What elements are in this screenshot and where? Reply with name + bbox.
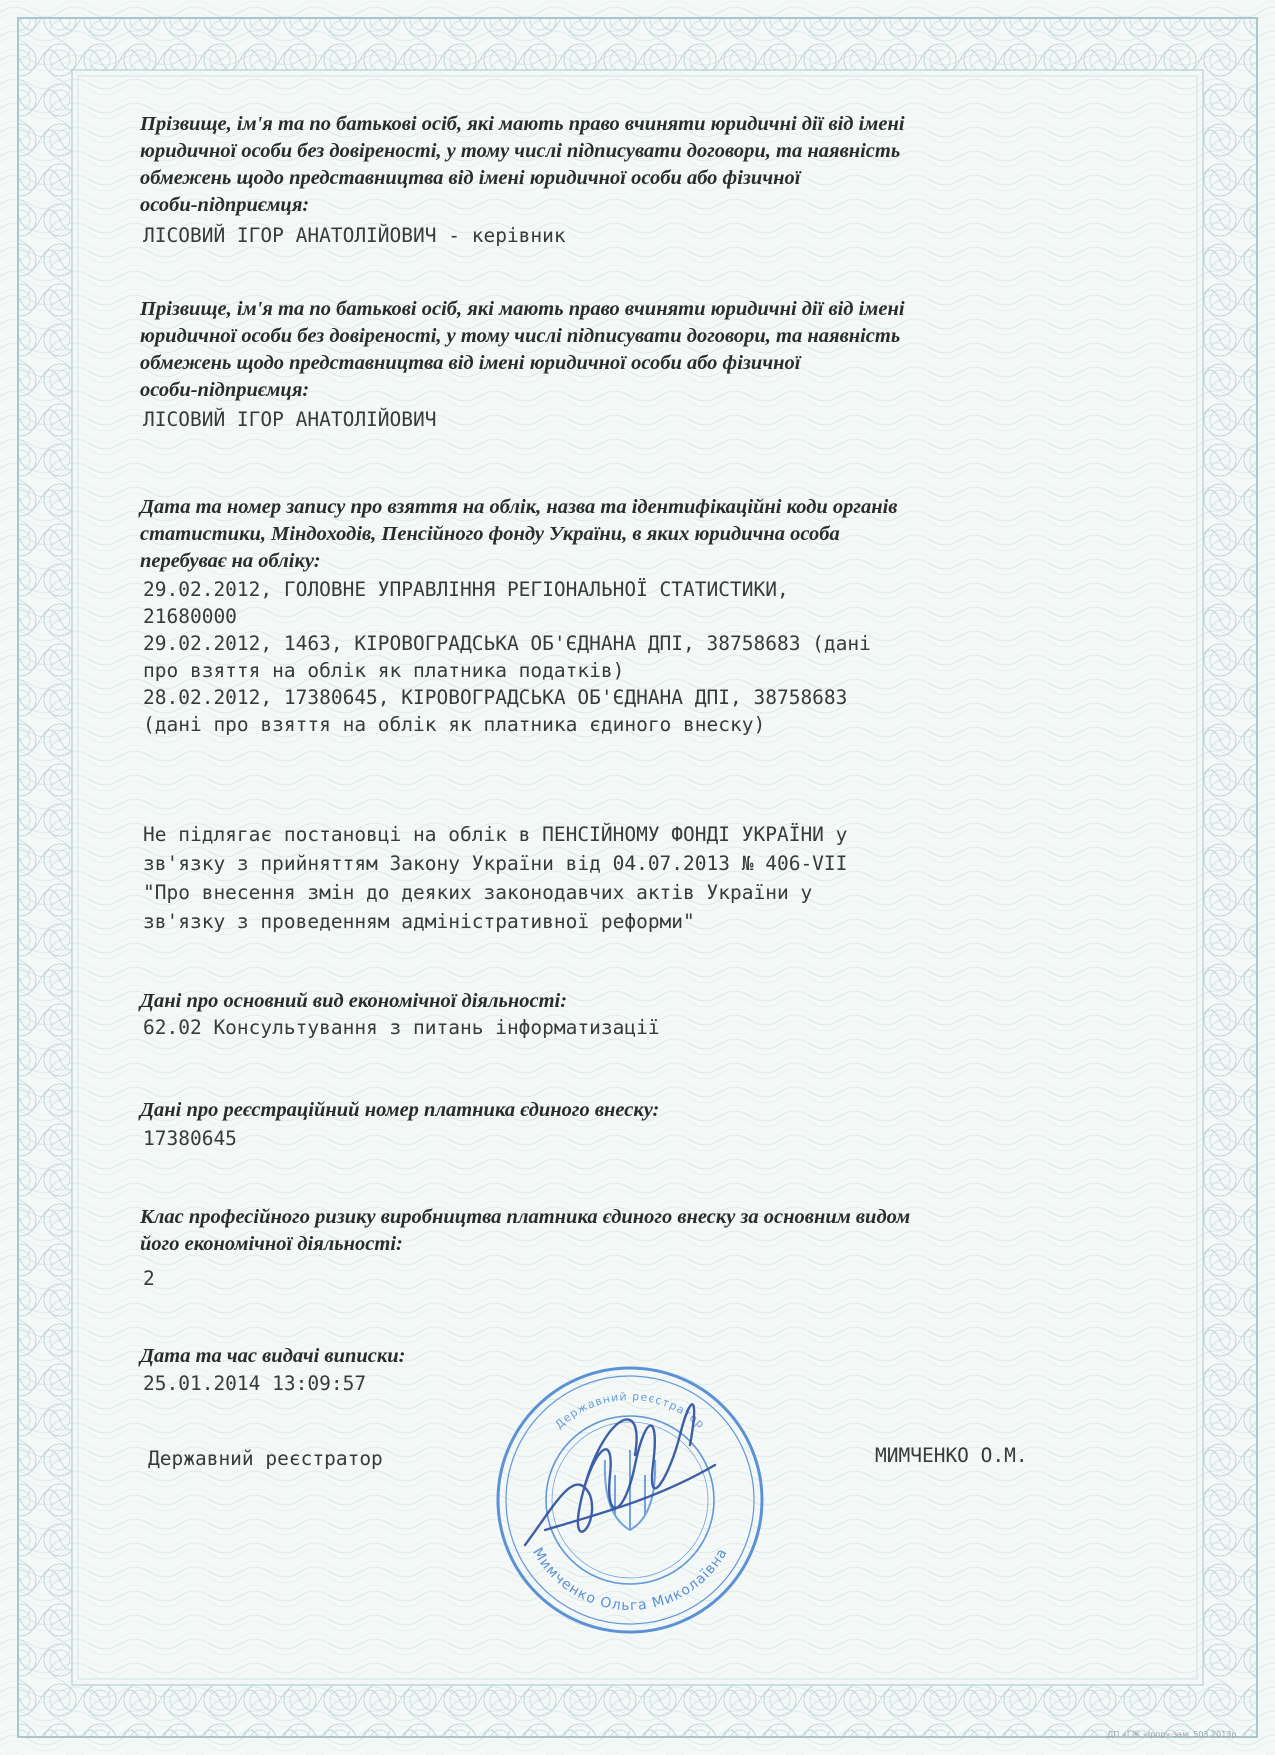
footer-print-note: ДП «ГЖ «Ірпр» зам. 503 2013р. [1107,1730,1239,1739]
issue-date-value: 25.01.2014 13:09:57 [143,1372,367,1395]
activity-label: Дані про основний вид економічної діяльності: [140,990,568,1012]
signatory-2-label: Прізвище, ім'я та по батькові осіб, які мають право вчиняти юридичні дії від імені юридичної особи без довіреності, у тому числі підписувати договори, та наявність обмежень щодо представництва від імені юридичної особи або фізичної особи-підприємця: [140,298,905,401]
signatory-2-value: ЛІСОВИЙ ІГОР АНАТОЛІЙОВИЧ [143,408,437,431]
signatory-1-label: Прізвище, ім'я та по батькові осіб, які мають право вчиняти юридичні дії від імені юридичної особи без довіреності, у тому числі підписувати договори, та наявність обмежень щодо представництва від імені юридичної особи або фізичної особи-підприємця: [140,113,905,216]
activity-value: 62.02 Консультування з питань інформатизації [143,1016,660,1039]
signature-mark [525,1404,715,1545]
registration-label: Дата та номер запису про взяття на облік, назва та ідентифікаційні коди органів статистики, Міндоходів, Пенсійного фонду України, в яких юридична особа перебуває на обліку: [140,496,898,572]
signatory-1-value: ЛІСОВИЙ ІГОР АНАТОЛІЙОВИЧ - керівник [143,224,566,247]
svg-text:Державний реєстратор: Державний реєстратор [552,1389,708,1432]
pension-note: Не підлягає постановці на облік в ПЕНСІЙНОМУ ФОНДІ УКРАЇНИ у зв'язку з прийняттям Закону України від 04.07.2013 № 406-VII "Про внесення змін до деяких законодавчих актів України у зв'язку з проведенням адміністративної реформи" [143,823,848,933]
official-stamp [485,1355,775,1645]
payer-number-label: Дані про реєстраційний номер платника єдиного внеску: [140,1099,660,1121]
risk-class-value: 2 [143,1267,155,1290]
risk-class-label: Клас професійного ризику виробництва платника єдиного внеску за основним видом його економічної діяльності: [140,1206,911,1255]
registrar-name: МИМЧЕНКО О.М. [875,1444,1028,1467]
issue-date-label: Дата та час видачі виписки: [140,1345,406,1367]
registrar-title: Державний реєстратор [148,1447,383,1470]
payer-number-value: 17380645 [143,1127,237,1150]
svg-text:Мимченко Ольга Миколаївна: Мимченко Ольга Миколаївна [529,1545,731,1615]
registration-value: 29.02.2012, ГОЛОВНЕ УПРАВЛІННЯ РЕГІОНАЛЬНОЇ СТАТИСТИКИ, 21680000 29.02.2012, 1463, КІРОВОГРАДСЬКА ОБ'ЄДНАНА ДПІ, 38758683 (дані про взяття на облік як платника податків) 28.02.2012, 17380645, КІРОВОГРАДСЬКА ОБ'ЄДНАНА ДПІ, 38758683 (дані про взяття на облік як платника єдиного внеску) [143,578,871,736]
